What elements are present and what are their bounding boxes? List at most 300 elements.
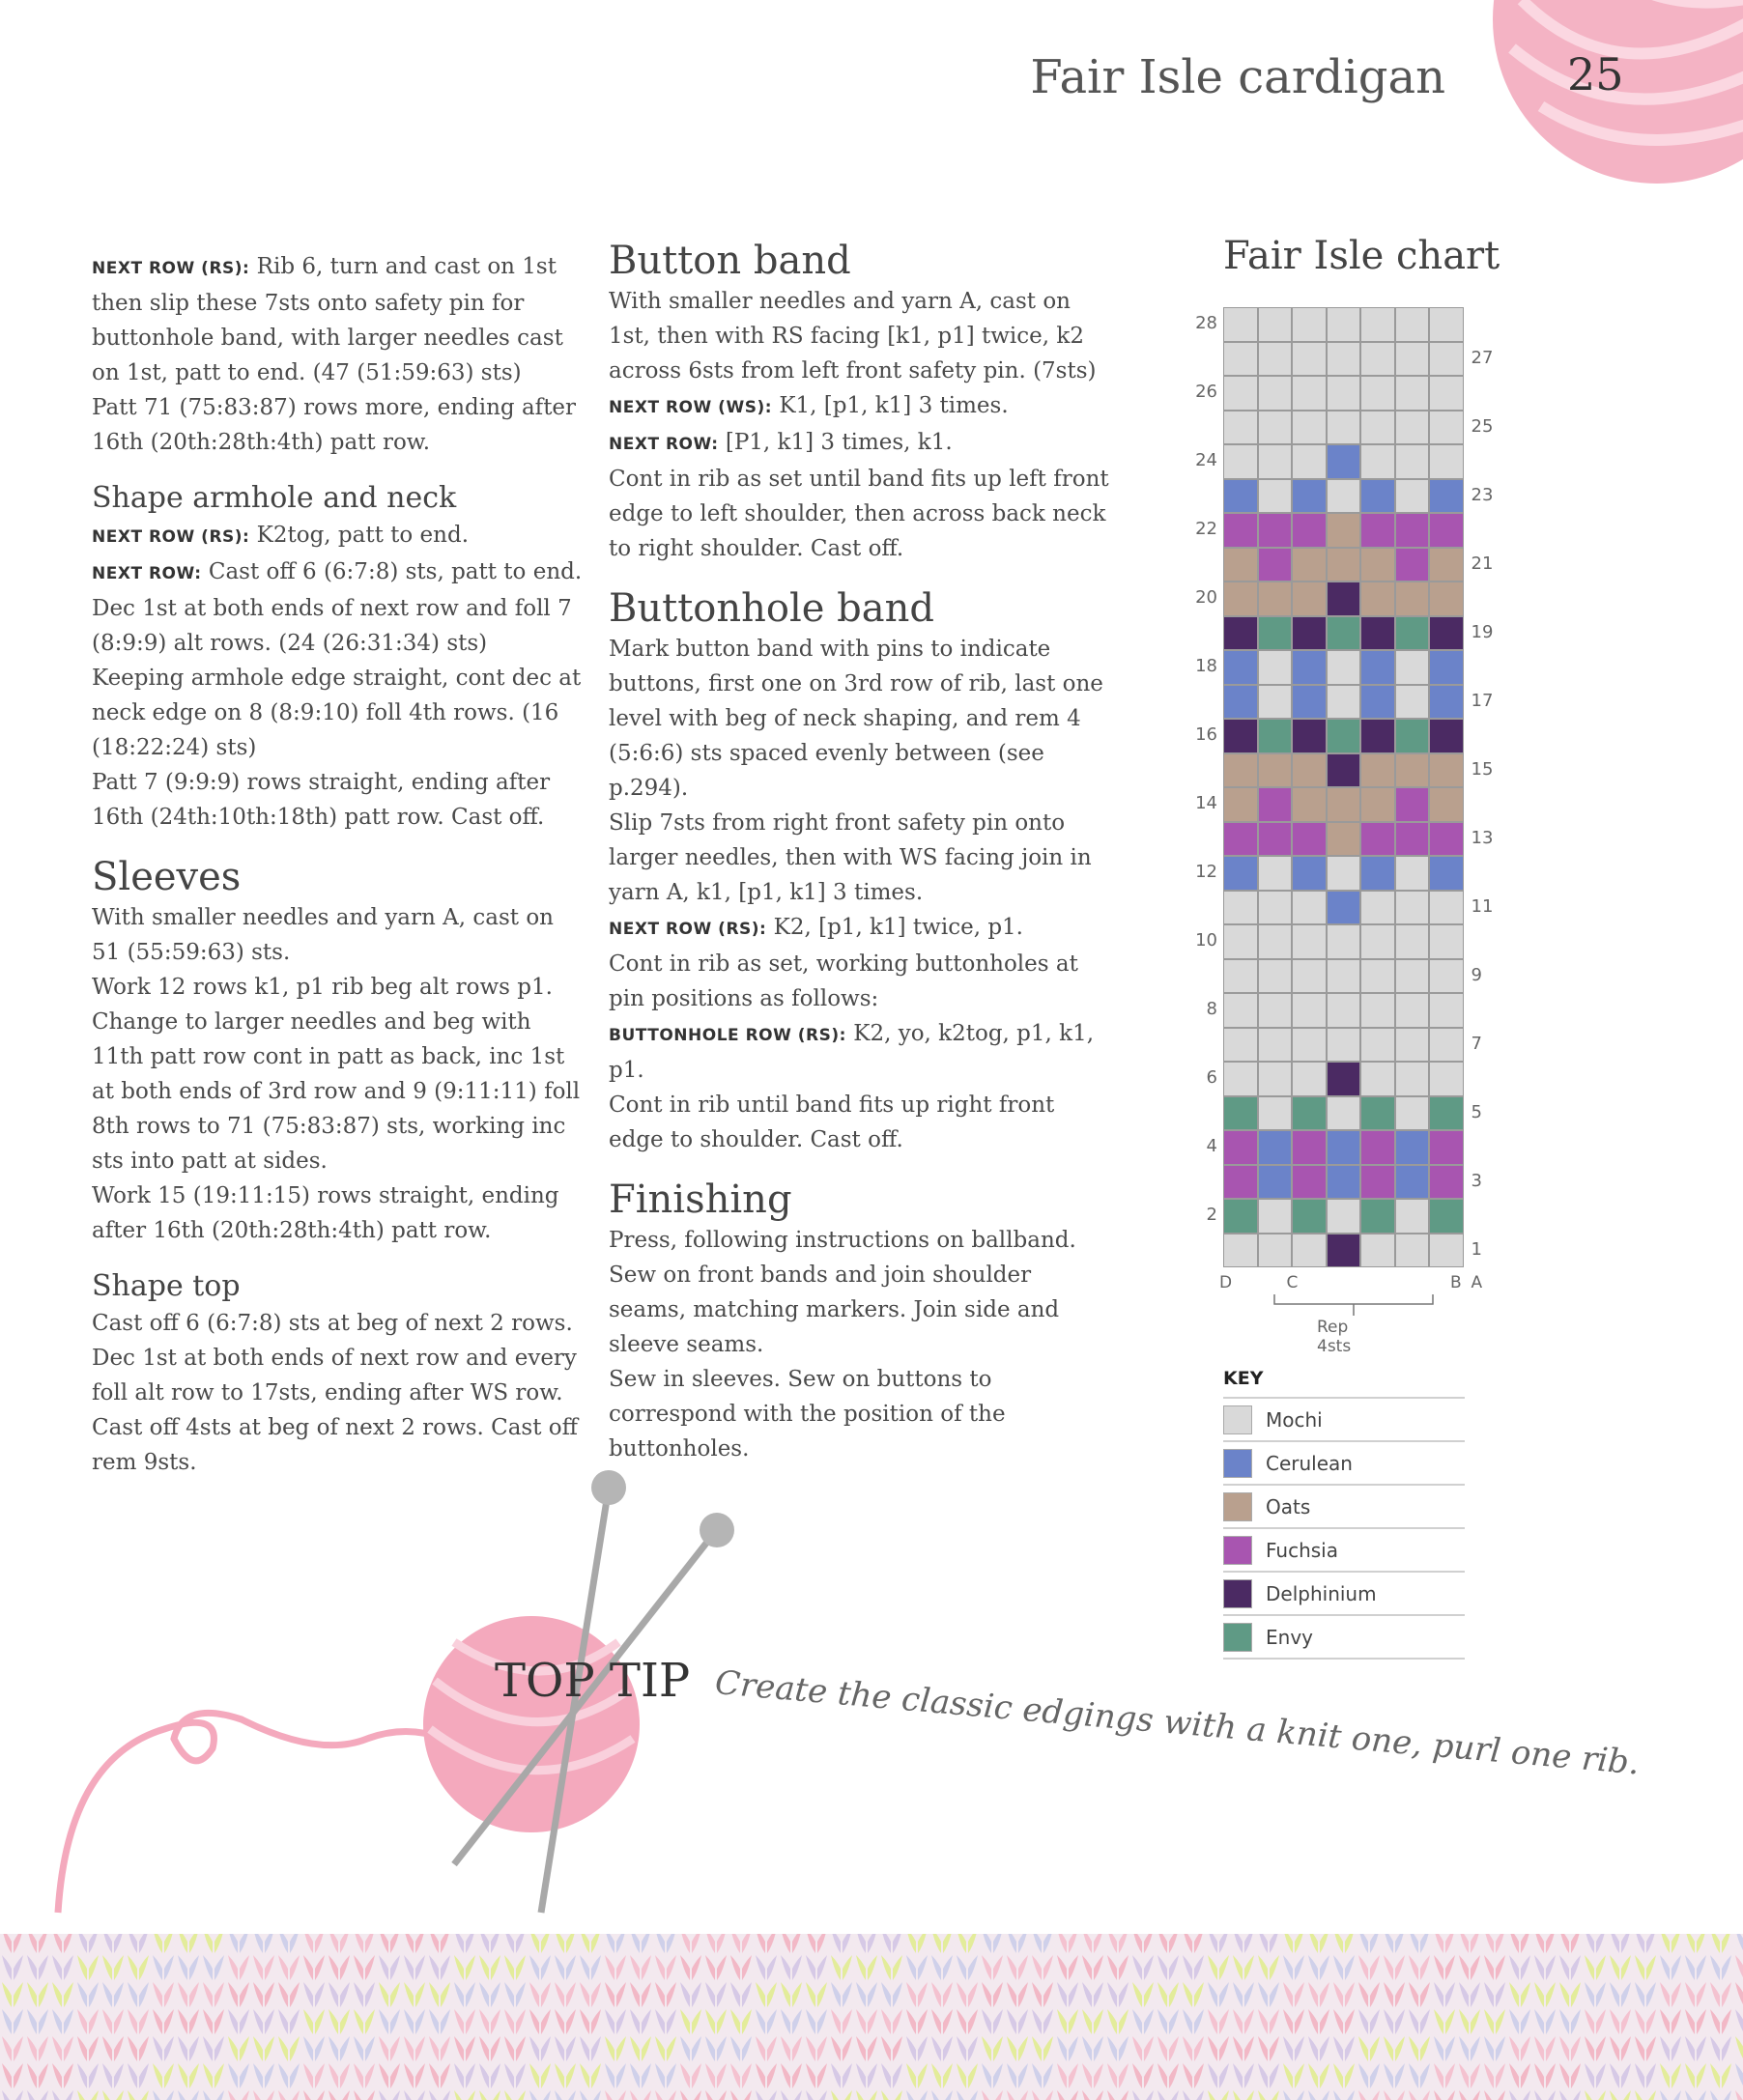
chart-cell (1429, 1028, 1464, 1063)
chart-cell (1360, 513, 1395, 548)
chart-cell (1292, 959, 1327, 994)
chart-row-number: 18 (1195, 656, 1217, 676)
chart-cell (1360, 1234, 1395, 1268)
chart-cell (1429, 411, 1464, 445)
key-item (1223, 1484, 1465, 1527)
chart-cell (1223, 1165, 1258, 1200)
chart-cell (1292, 719, 1327, 753)
chart-cell (1429, 753, 1464, 788)
chart-cell (1292, 444, 1327, 479)
paragraph-text: K2, yo, k2tog, p1, k1, p1. (609, 1021, 1095, 1083)
chart-cell (1395, 993, 1430, 1028)
chart-cell (1223, 342, 1258, 377)
chart-cell (1360, 444, 1395, 479)
chart-cell (1258, 1028, 1293, 1063)
top-tip-title: TOP TIP (495, 1654, 691, 1708)
paragraph: Cont in rib as set, working buttonholes at pin positions as follows: (609, 951, 1078, 1011)
chart-cell (1395, 376, 1430, 411)
chart-row-number: 23 (1471, 484, 1494, 505)
chart-cell (1395, 719, 1430, 753)
chart-cell (1429, 1096, 1464, 1131)
row-label: NEXT ROW (RS): (609, 920, 767, 939)
paragraph (609, 910, 1111, 947)
chart-cell (1223, 891, 1258, 925)
chart-cell (1395, 891, 1430, 925)
chart-cell (1429, 993, 1464, 1028)
chart-cell (1395, 1199, 1430, 1234)
chart-cell (1327, 822, 1361, 857)
chart-cell (1292, 685, 1327, 720)
chart-cell (1327, 959, 1361, 994)
chart-cell (1429, 1199, 1464, 1234)
chart-cell (1223, 582, 1258, 616)
colour-swatch (1223, 1449, 1252, 1478)
chart-row-number: 1 (1471, 1238, 1482, 1260)
paragraph: Dec 1st at both ends of next row and every foll alt row to 17sts, ending after WS row. (92, 1346, 577, 1405)
chart-row-number: 16 (1195, 724, 1217, 745)
chart-cell (1360, 822, 1395, 857)
chart-cell (1258, 822, 1293, 857)
chart-cell (1360, 993, 1395, 1028)
chart-cell (1258, 1234, 1293, 1268)
chart-row-number: 6 (1206, 1067, 1217, 1088)
chart-cell (1223, 1130, 1258, 1165)
chart-row-number: 27 (1471, 347, 1494, 368)
chart-cell (1292, 582, 1327, 616)
chart-cell (1395, 342, 1430, 377)
chart-cell (1360, 616, 1395, 651)
paragraph-text: K1, [p1, k1] 3 times. (772, 393, 1009, 418)
chart-cell (1429, 307, 1464, 342)
chart-row-number: 5 (1471, 1101, 1482, 1122)
chart-cell (1360, 1062, 1395, 1096)
row-label: NEXT ROW (RS): (92, 259, 250, 278)
chart-cell (1258, 719, 1293, 753)
paragraph: Cast off 6 (6:7:8) sts at beg of next 2 rows. (92, 1311, 573, 1336)
paragraph: Dec 1st at both ends of next row and foll 7 (8:9:9) alt rows. (24 (26:31:34) sts) (92, 596, 572, 656)
row-label: NEXT ROW (WS): (609, 398, 773, 417)
paragraph: Change to larger needles and beg with 11th patt row cont in patt as back, inc 1st at both ends of 3rd row and 9 (9:11:11) foll 8th rows to 71 (75:83:87) sts, working inc sts into patt at sides. (92, 1009, 581, 1174)
chart-cell (1327, 993, 1361, 1028)
chart-row-number: 28 (1195, 313, 1217, 333)
chart-cell (1292, 753, 1327, 788)
chart-cell (1292, 1199, 1327, 1234)
chart-column-label: D (1219, 1273, 1233, 1292)
chart-title: Fair Isle chart (1223, 234, 1500, 278)
chart-cell (1429, 685, 1464, 720)
chart-cell (1223, 376, 1258, 411)
page-number: 25 (1567, 48, 1624, 100)
chart-cell (1223, 616, 1258, 651)
paragraph-text: Cast off 6 (6:7:8) sts, patt to end. (201, 559, 583, 584)
row-label: NEXT ROW (RS): (92, 527, 250, 547)
chart-cell (1292, 924, 1327, 959)
chart-cell (1360, 719, 1395, 753)
chart-cell (1327, 924, 1361, 959)
chart-column-label: A (1471, 1273, 1483, 1292)
chart-cell (1360, 856, 1395, 891)
chart-cell (1223, 924, 1258, 959)
chart-cell (1429, 479, 1464, 514)
chart-cell (1223, 1028, 1258, 1063)
chart-cell (1327, 444, 1361, 479)
chart-cell (1395, 856, 1430, 891)
chart-cell (1395, 548, 1430, 582)
chart-cell (1292, 1062, 1327, 1096)
chart-cell (1223, 856, 1258, 891)
chart-cell (1395, 1028, 1430, 1063)
chart-cell (1292, 307, 1327, 342)
chart-cell (1223, 1234, 1258, 1268)
chart-cell (1258, 650, 1293, 685)
top-tip-text: Create the classic edgings with a knit one, purl one rib. (713, 1663, 1642, 1783)
chart-cell (1395, 650, 1430, 685)
chart-cell (1258, 307, 1293, 342)
chart-cell (1395, 411, 1430, 445)
chart-cell (1429, 444, 1464, 479)
chart-row-number: 20 (1195, 587, 1217, 608)
chart-cell (1395, 513, 1430, 548)
chart-cell (1395, 959, 1430, 994)
chart-row-number: 8 (1206, 999, 1217, 1019)
paragraph (92, 554, 585, 591)
key-item-label: Mochi (1266, 1407, 1323, 1432)
chart-cell (1223, 650, 1258, 685)
section-heading-button-band: Button band (609, 239, 851, 283)
chart-cell (1327, 1130, 1361, 1165)
paragraph-text: K2, [p1, k1] twice, p1. (766, 915, 1023, 940)
key-title: KEY (1223, 1368, 1264, 1389)
chart-cell (1327, 719, 1361, 753)
chart-cell (1429, 548, 1464, 582)
chart-row-number: 9 (1471, 964, 1482, 985)
paragraph: Cast off 4sts at beg of next 2 rows. Cast off rem 9sts. (92, 1415, 578, 1475)
chart-cell (1395, 1234, 1430, 1268)
chart-cell (1429, 650, 1464, 685)
chart-cell (1258, 376, 1293, 411)
chart-cell (1429, 1234, 1464, 1268)
chart-cell (1223, 1199, 1258, 1234)
instructions-column-1 (92, 249, 585, 1480)
chart-cell (1429, 822, 1464, 857)
colour-swatch (1223, 1623, 1252, 1652)
chart-cell (1395, 1096, 1430, 1131)
chart-cell (1327, 1062, 1361, 1096)
chart-cell (1395, 787, 1430, 822)
row-label: BUTTONHOLE ROW (RS): (609, 1026, 846, 1045)
chart-cell (1429, 891, 1464, 925)
chart-cell (1360, 342, 1395, 377)
paragraph: Patt 7 (9:9:9) rows straight, ending after 16th (24th:10th:18th) patt row. Cast off. (92, 770, 551, 830)
chart-cell (1292, 650, 1327, 685)
chart-cell (1395, 444, 1430, 479)
chart-cell (1258, 479, 1293, 514)
chart-cell (1292, 993, 1327, 1028)
paragraph: Press, following instructions on ballband. (609, 1228, 1076, 1253)
chart-cell (1292, 1096, 1327, 1131)
chart-row-number: 12 (1195, 862, 1217, 882)
chart-cell (1258, 685, 1293, 720)
chart-cell (1292, 856, 1327, 891)
chart-row-number: 3 (1471, 1170, 1482, 1191)
chart-row-number: 17 (1471, 690, 1494, 711)
chart-cell (1292, 376, 1327, 411)
chart-cell (1327, 891, 1361, 925)
chart-cell (1395, 753, 1430, 788)
chart-cell (1429, 856, 1464, 891)
chart-cell (1360, 1028, 1395, 1063)
chart-cell (1395, 1062, 1430, 1096)
chart-cell (1292, 891, 1327, 925)
chart-row-number: 22 (1195, 519, 1217, 539)
chart-cell (1292, 1130, 1327, 1165)
chart-cell (1292, 822, 1327, 857)
section-heading-shape-top: Shape top (92, 1269, 241, 1303)
chart-row-number: 7 (1471, 1033, 1482, 1054)
chart-cell (1223, 411, 1258, 445)
paragraph: Patt 71 (75:83:87) rows more, ending after 16th (20th:28th:4th) patt row. (92, 395, 577, 455)
chart-cell (1292, 1028, 1327, 1063)
chart-cell (1395, 479, 1430, 514)
chart-cell (1327, 548, 1361, 582)
chart-cell (1360, 582, 1395, 616)
chart-cell (1223, 822, 1258, 857)
chart-cell (1360, 411, 1395, 445)
paragraph: With smaller needles and yarn A, cast on 51 (55:59:63) sts. (92, 905, 554, 965)
key-item (1223, 1571, 1465, 1614)
chart-row-number: 19 (1471, 621, 1494, 642)
page-header-title: Fair Isle cardigan (1030, 50, 1445, 104)
chart-cell (1258, 1130, 1293, 1165)
chart-cell (1327, 307, 1361, 342)
instructions-column-2 (609, 238, 1111, 1466)
key-item-label: Fuchsia (1266, 1538, 1338, 1562)
chart-cell (1223, 685, 1258, 720)
chart-cell (1327, 787, 1361, 822)
section-heading-armhole: Shape armhole and neck (92, 481, 457, 515)
chart-cell (1292, 411, 1327, 445)
colour-swatch (1223, 1405, 1252, 1434)
key-list (1223, 1397, 1465, 1660)
paragraph: With smaller needles and yarn A, cast on 1st, then with RS facing [k1, p1] twice, k2 across 6sts from left front safety pin. (7sts) (609, 289, 1097, 383)
chart-cell (1360, 548, 1395, 582)
chart-row-number: 4 (1206, 1136, 1217, 1156)
chart-cell (1223, 753, 1258, 788)
chart-cell (1327, 411, 1361, 445)
chart-cell (1223, 1062, 1258, 1096)
chart-cell (1395, 822, 1430, 857)
chart-column-label: B (1450, 1273, 1462, 1292)
chart-cell (1360, 787, 1395, 822)
repeat-label: Rep 4sts (1317, 1318, 1352, 1356)
chart-cell (1360, 307, 1395, 342)
chart-cell (1429, 1165, 1464, 1200)
chart-cell (1327, 1096, 1361, 1131)
chart-row-number: 21 (1471, 553, 1494, 574)
chart-cell (1292, 616, 1327, 651)
paragraph (92, 249, 585, 390)
chart-cell (1292, 342, 1327, 377)
paragraph: Cont in rib as set until band fits up left front edge to left shoulder, then across back neck to right shoulder. Cast off. (609, 467, 1109, 561)
chart-cell (1223, 307, 1258, 342)
chart-cell (1258, 924, 1293, 959)
colour-key (1223, 1368, 1465, 1660)
chart-cell (1258, 513, 1293, 548)
chart-cell (1429, 513, 1464, 548)
chart-cell (1327, 513, 1361, 548)
chart-column-label: C (1286, 1273, 1299, 1292)
chart-cell (1429, 1062, 1464, 1096)
chart-cell (1258, 891, 1293, 925)
chart-cell (1258, 1165, 1293, 1200)
colour-swatch (1223, 1536, 1252, 1565)
chart-cell (1223, 787, 1258, 822)
key-item-label: Envy (1266, 1625, 1313, 1649)
chart-cell (1258, 993, 1293, 1028)
chart-cell (1429, 616, 1464, 651)
paragraph: Work 15 (19:11:15) rows straight, ending after 16th (20th:28th:4th) patt row. (92, 1183, 559, 1243)
chart-cell (1292, 1165, 1327, 1200)
chart-cell (1292, 548, 1327, 582)
chart-cell (1292, 513, 1327, 548)
chart-cell (1360, 685, 1395, 720)
chart-cell (1223, 993, 1258, 1028)
chart-cell (1327, 753, 1361, 788)
row-label: NEXT ROW: (92, 564, 202, 583)
chart-cell (1429, 719, 1464, 753)
chart-cell (1327, 1234, 1361, 1268)
chart-cell (1327, 376, 1361, 411)
chart-cell (1258, 787, 1293, 822)
chart-cell (1360, 891, 1395, 925)
chart-cell (1292, 787, 1327, 822)
chart-row-number: 25 (1471, 415, 1494, 437)
chart-row-number: 13 (1471, 827, 1494, 848)
chart-cell (1429, 787, 1464, 822)
chart-row-number: 26 (1195, 382, 1217, 402)
chart-cell (1327, 616, 1361, 651)
chart-cell (1360, 1199, 1395, 1234)
chart-cell (1258, 959, 1293, 994)
section-heading-buttonhole-band: Buttonhole band (609, 586, 934, 631)
chart-cell (1360, 753, 1395, 788)
chart-cell (1429, 959, 1464, 994)
chart-cell (1327, 582, 1361, 616)
paragraph (92, 518, 585, 554)
chart-row-number: 24 (1195, 450, 1217, 470)
chart-cell (1429, 342, 1464, 377)
chart-row-number: 11 (1471, 895, 1494, 917)
key-item (1223, 1440, 1465, 1484)
chart-cell (1327, 650, 1361, 685)
chart-cell (1360, 1165, 1395, 1200)
chart-cell (1327, 1028, 1361, 1063)
chart-cell (1327, 479, 1361, 514)
chart-cell (1360, 479, 1395, 514)
chart-cell (1223, 1096, 1258, 1131)
key-item-label: Delphinium (1266, 1581, 1377, 1605)
section-heading-finishing: Finishing (609, 1178, 792, 1222)
chart-cell (1223, 513, 1258, 548)
chart-cell (1223, 444, 1258, 479)
chart-cell (1258, 582, 1293, 616)
paragraph-text: K2tog, patt to end. (249, 523, 470, 548)
colour-swatch (1223, 1492, 1252, 1521)
chart-cell (1258, 1199, 1293, 1234)
chart-cell (1327, 685, 1361, 720)
paragraph-text: Rib 6, turn and cast on 1st then slip these 7sts onto safety pin for buttonhole band, with larger needles cast on 1st, patt to end. (47 (51:59:63) sts) (92, 254, 563, 385)
chart-cell (1327, 342, 1361, 377)
row-label: NEXT ROW: (609, 435, 719, 454)
key-item (1223, 1397, 1465, 1440)
chart-cell (1258, 753, 1293, 788)
chart-cell (1395, 307, 1430, 342)
chart-cell (1360, 959, 1395, 994)
paragraph: Cont in rib until band fits up right front edge to shoulder. Cast off. (609, 1093, 1055, 1152)
chart-row-number: 2 (1206, 1205, 1217, 1225)
chart-cell (1258, 548, 1293, 582)
chart-cell (1395, 1165, 1430, 1200)
chart-cell (1360, 1130, 1395, 1165)
chart-cell (1258, 616, 1293, 651)
chart-cell (1360, 650, 1395, 685)
chart-cell (1429, 582, 1464, 616)
chart-cell (1429, 924, 1464, 959)
chart-cell (1395, 616, 1430, 651)
chart-cell (1429, 1130, 1464, 1165)
chart-cell (1223, 548, 1258, 582)
key-item-label: Cerulean (1266, 1451, 1353, 1475)
paragraph: Sew in sleeves. Sew on buttons to correspond with the position of the buttonholes. (609, 1367, 1006, 1461)
colour-swatch (1223, 1579, 1252, 1608)
chart-cell (1395, 1130, 1430, 1165)
chart-cell (1327, 856, 1361, 891)
chart-cell (1395, 685, 1430, 720)
chart-cell (1292, 1234, 1327, 1268)
paragraph (609, 425, 1111, 462)
chart-cell (1395, 582, 1430, 616)
chart-cell (1258, 411, 1293, 445)
chart-cell (1327, 1199, 1361, 1234)
chart-cell (1327, 1165, 1361, 1200)
chart-row-number: 15 (1471, 758, 1494, 780)
chart-cell (1223, 479, 1258, 514)
chart-cell (1258, 342, 1293, 377)
paragraph: Work 12 rows k1, p1 rib beg alt rows p1. (92, 975, 553, 1000)
key-item-label: Oats (1266, 1494, 1311, 1518)
chart-cell (1292, 479, 1327, 514)
paragraph: Sew on front bands and join shoulder seams, matching markers. Join side and sleeve seams. (609, 1263, 1060, 1357)
chart-cell (1258, 444, 1293, 479)
chart-row-number: 10 (1195, 930, 1217, 951)
chart-cell (1258, 1062, 1293, 1096)
paragraph: Slip 7sts from right front safety pin onto larger needles, then with WS facing join in yarn A, k1, [p1, k1] 3 times. (609, 810, 1092, 905)
paragraph: Mark button band with pins to indicate buttons, first one on 3rd row of rib, last one level with beg of neck shaping, and rem 4 (5:6:6) sts spaced evenly between (see p.294). (609, 637, 1103, 801)
chart-cell (1223, 719, 1258, 753)
paragraph (609, 388, 1111, 425)
chart-cell (1258, 856, 1293, 891)
chart-cell (1429, 376, 1464, 411)
chart-row-number: 14 (1195, 793, 1217, 813)
key-item (1223, 1527, 1465, 1571)
chart-cell (1258, 1096, 1293, 1131)
chart-cell (1360, 376, 1395, 411)
paragraph-text: [P1, k1] 3 times, k1. (718, 430, 953, 455)
section-heading-sleeves: Sleeves (92, 855, 242, 899)
chart-cell (1360, 924, 1395, 959)
knit-stitch-border (0, 1934, 1743, 2100)
chart-cell (1395, 924, 1430, 959)
